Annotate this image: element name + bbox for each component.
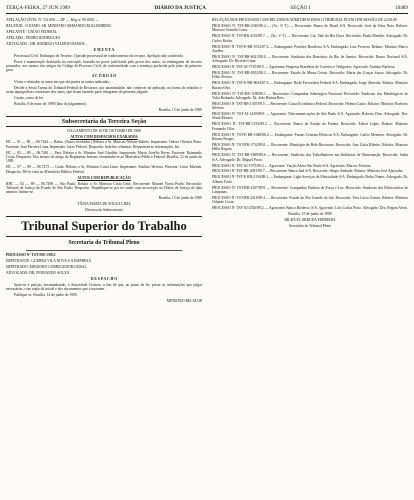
text-paragraph: APELADO : PEDRO RODRIGUES — [6, 35, 61, 40]
text-paragraph: RELAÇÃO DOS PROCESSOS COM RECURSOS ADMITIDOS PARA O TRIBUNAL PLENO EM SESSÃO DE 22.06.89 — [212, 18, 397, 22]
terceira-secao-block — [6, 129, 202, 213]
text-paragraph: RELATOR : O EXMO. SR. MINISTRO ARMANDO ROLLEMBERG — [6, 23, 112, 28]
section-heading-terceira-secao: Subsecretaria da Terceira Seção — [6, 116, 202, 127]
text-paragraph: Diretora da Subsecretaria — [85, 208, 123, 213]
text-paragraph: RHC — 02 — 89 — 06.7490 — São Paulo. Relator o Sr. Ministro Costa Leite. Recorrente: Manoel Vieira Prado. Recorrido: Tribunal de Justiça do Estado de São Paulo. Despacho: Republique-se por ter saído com incorreção no Diário da Justiça da data anterior. Intime-se. — [6, 181, 202, 195]
text-paragraph: E M E N T A — [93, 47, 115, 52]
text-paragraph: PROCESSO Nº TST-MS-1/89.3 — [6, 253, 56, 258]
text-paragraph: PROCESSO Nº TST-RR-2081/89.7 — Recorrente: Banco Itaú S/A. Recorrido: Sérgio Andrade. Relator: Ministro José Ajuricaba. — [212, 169, 404, 174]
left-column — [6, 18, 202, 305]
process-list-block — [212, 18, 408, 228]
page-header — [6, 3, 408, 14]
header-section: SEÇÃO I — [290, 5, 311, 11]
text-paragraph: PROCESSO Nº TST-RR-1533/89.2 — Recorrente: Banco do Estado do Paraná. Recorrido: Edson Lopes. Relator: Ministro Fernando Vilar. — [212, 122, 408, 131]
divider — [26, 250, 182, 251]
text-paragraph: JULGAMENTO DE 10 DE OUTUBRO DE 1988 — [67, 128, 141, 133]
header-page-number: 10489 — [395, 5, 408, 11]
text-paragraph: Brasília, 15 de junho de 1989 — [158, 196, 202, 201]
text-paragraph: Custas, como de lei. — [14, 96, 44, 101]
text-paragraph: Brasília, 8 de maio de 1989 (data do julgamento). — [14, 102, 88, 107]
tst-ms-block — [6, 253, 202, 303]
text-paragraph: IMPETRANTE: GUERRA VILA NOVA S/A EMPRESA — [6, 259, 91, 264]
text-paragraph: Posse e manutenção destituída na execução, baseada na posse justificada pela prova dos autos, ao embargante de terceiro possuidor, nos termos dos artigos do Código de Processo Civil, de conformidade com a sentença proferida pelo juízo de primeiro grau. — [6, 59, 202, 73]
text-paragraph: MINISTRO RELATOR — [166, 299, 202, 304]
text-paragraph: PROCESSO Nº TST-RR-8102/88.3 — Recorrente: Estado de Minas Gerais. Recorrido: Maria das Graças Souza. Advogado: Dr. Fábio Pereira. — [212, 71, 408, 80]
text-paragraph: PROCESSO Nº TST-RR-1188/89.1 — Recorrente: Companhia Siderúrgica Nacional. Recorrido: Sindicato dos Metalúrgicos de Volta Redonda. Advogado: Dr. João Batista Reis. — [212, 91, 408, 100]
text-paragraph: HILDA M. ARRUDA FERREIRA — [284, 218, 336, 223]
text-paragraph: ADVOGADO : DR. RODRIGO VALERIO RAMOS — [6, 41, 85, 46]
text-paragraph: PROCESSO Nº TST-E-RR-2194/88.1 — Embargante: Light Serviços de Eletricidade S/A. Embargado: Pedro Nunes. Advogado: Dr. Alberto Faria. — [212, 175, 409, 184]
text-paragraph: HC — 05 — 89 — 06.7461 — Pará. Relator o Sr. Ministro José Cândido. Impetrante: Marco Aurélio Neves. Paciente: Raimundo Costa. Despacho: Nos termos do artigo do Regimento Interno, encaminhe-se ao Ministério Público Federal. Brasília, 12 de junho de 1989. — [6, 150, 202, 164]
text-paragraph: D E S P A C H O — [90, 277, 118, 282]
text-paragraph: Decide a Sexta Turma do Tribunal Federal de Recursos, por unanimidade, não conhecer da apelação, na forma do relatório e notas taquigráficas constantes dos autos, que ficam fazendo parte integrante do presente julgado. — [6, 86, 202, 95]
text-paragraph: Brasília, 15 de junho de 1989 — [288, 212, 332, 217]
text-paragraph: TÂNIA MARIA DE SOUZA LIMA — [77, 202, 131, 207]
text-paragraph: HC — 01 — 89 — 06.7444 — Bahia. (Autos recebidos.) Relator o Sr. Ministro Nelson Rabelo. Impetrante: Otávio Oliveira Pinto. Paciente: José Ferreira Lima. Impetrado: Juízo Federal. Despacho: Indefiro a liminar. Requisitem-se informações. Int. — [6, 140, 202, 149]
text-paragraph: Secretária do Tribunal Pleno — [288, 224, 332, 229]
text-paragraph: PROCESSO Nº TST-AI-1420/89.8 — Agravante: Telecomunicações de São Paulo S/A. Agravado: Roberto Dias. Advogado: Dra. Sônia Moraes. — [212, 112, 408, 121]
text-paragraph: Vistos e relatados os autos em que são partes as acima indicadas. — [14, 80, 110, 85]
text-paragraph: PROCESSO Nº TST-RR-2307/89.9 — Recorrente: Companhia Paulista de Força e Luz. Recorrido: Sindicato dos Eletricitários de Campinas. — [212, 185, 408, 195]
text-paragraph: PROCESSO Nº TST-E-RR-9044/87.6 — Embargante: Rede Ferroviária Federal S/A. Embargado: Jorge Almeida. Relator: Ministro Barata Silva. — [212, 81, 408, 90]
text-paragraph: Processual Civil. Embargos de Terceiro. Questão processual de conhecimento do recurso. Apelação não conhecida. — [14, 53, 184, 58]
text-paragraph: AUTOS COM DESPACHOS EXARADOS — [70, 134, 138, 139]
text-paragraph: A C Ó R D Ã O — [91, 74, 117, 79]
text-paragraph: APELANTE : UNIÃO FEDERAL — [6, 29, 58, 34]
text-paragraph: PROCESSO Nº TST-RR-1869/89.6 — Recorrente: Sindicato dos Trabalhadores nas Indústrias de Alimentação. Recorrido: Sadia S/A. Advogado: Dr. Miguel Porto. — [212, 153, 408, 162]
text-paragraph: Publique-se. Brasília, 14 de junho de 1989. — [14, 293, 78, 298]
text-paragraph: ADVOGADO: DR. FERNANDO SOUZA — [6, 271, 70, 276]
text-paragraph: PROCESSO Nº TST-E-RR-1648/88.4 — Embargante: Furnas Centrais Elétricas S/A. Embargado: Carlos Menezes. Advogado: Dr. Renato Borges. — [212, 132, 408, 142]
text-paragraph: PROCESSO Nº TST-RR-4119/88.7 — (Ac. 1ª T.) — Recorrente: Cia. Vale do Rio Doce. Recorrido: Paulo Mendes. Advogado: Dr. Carlos Rocha. — [212, 34, 408, 43]
text-paragraph: PROCESSO Nº TST-E-RR-5512/87.2 — Embargante: Petróleo Brasileiro S/A. Embargado: Luiz Ferreira. Relator: Ministro Marco Aurélio. — [212, 44, 408, 53]
text-paragraph: APELAÇÃO CÍVEL Nº 131.006 — DF — Reg. nº 89.0001 — — [6, 18, 100, 22]
right-column — [212, 18, 408, 230]
text-paragraph: Brasília, 15 de junho de 1989 — [158, 108, 202, 113]
text-paragraph: Junte-se a petição, encaminhando, à Autoridade Coatora, a fim de que, no prazo de lei, preste as informações que julgar necessárias, com cópia da inicial e dos documentos que a instruem. — [6, 283, 202, 292]
tst-heading: Tribunal Superior do Trabalho — [6, 216, 202, 237]
text-paragraph: HC — 07 — 89 — 06.7473 — Goiás. Relator o Sr. Ministro Costa Lima. Impetrante: Antônio Silveira. Paciente: Lúcio Martins. Despacho: Dê-se vista ao Ministério Público Federal. — [6, 165, 202, 174]
text-paragraph: PROCESSO Nº TST-AI-2526/89.2 — Agravante: Banco Bradesco S/A. Agravado: Luís Carlos Pinto. Advogado: Dra. Regina Alves. — [212, 206, 408, 211]
header-date: TERÇA-FEIRA, 27 JUN 1989 — [6, 5, 70, 11]
text-paragraph: PROCESSO Nº TST-RR-6021/88.0 — Recorrente: Sindicato dos Bancários do Rio de Janeiro. Recorrido: Banco Nacional S/A. Advogado: Dr. Ricardo Lima. — [212, 54, 408, 64]
left-top-block — [6, 18, 202, 113]
text-paragraph: PROCESSO Nº TST-RR-1307/89.5 — Recorrente: Caixa Econômica Federal. Recorrido: Helena Castro. Relator: Ministro Norberto Silveira. — [212, 101, 408, 111]
tribunal-pleno-heading: Secretaria do Tribunal Pleno — [68, 240, 140, 247]
header-title: DIÁRIO DA JUSTIÇA — [154, 5, 206, 11]
text-paragraph: PROCESSO Nº TST-AI-1975/89.3 — Agravante: Viação Aérea São Paulo S/A. Agravado: Marcos Teixeira. — [212, 163, 372, 168]
text-paragraph: PROCESSO Nº TST-AI-7735/88.9 — Agravante: Empresa Brasileira de Correios e Telégrafos. Agravado: Antônio Barbosa. — [212, 65, 396, 70]
text-paragraph: PROCESSO Nº TST-RR-2418/89.4 — Recorrente: Estado do Rio Grande do Sul. Recorrido: Vera Lúcia Gomes. Relator: Ministro Orlando Costa. — [212, 195, 408, 205]
text-paragraph: PROCESSO Nº TST-RR-1752/89.0 — Recorrente: Município de Belo Horizonte. Recorrido: Ana Lúcia Ribeiro. Relator: Ministro Hélio Regato. — [212, 142, 408, 152]
text-paragraph: IMPETRADO: MINISTRO CORREGEDOR-GERAL — [6, 265, 87, 270]
text-paragraph: PROCESSO Nº TST-RR-2340/88.4 — (Ac. 3ª T.) — Recorrente: Banco do Brasil S/A. Recorrido: José da Silva Neto. Relator: Ministro Orlando Costa. — [212, 23, 408, 33]
text-paragraph: AUTOS COM REPUBLICAÇÃO — [77, 175, 131, 180]
